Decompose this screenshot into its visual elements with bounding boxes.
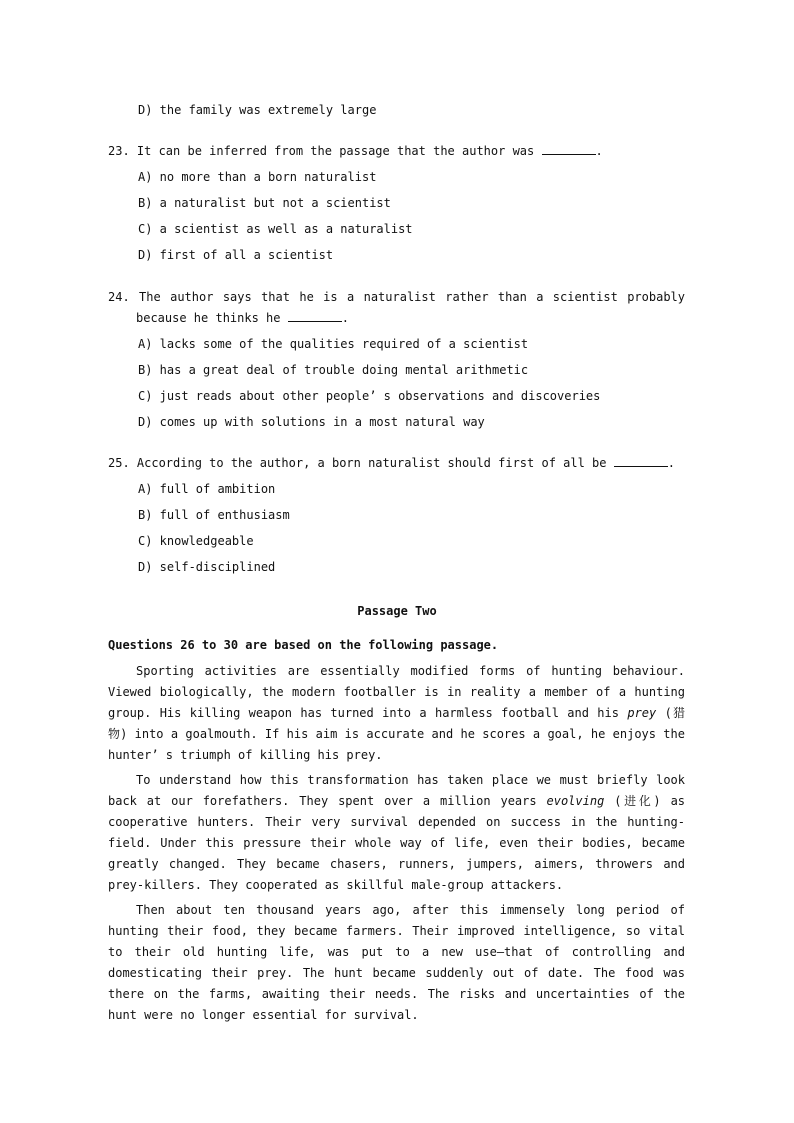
paragraph-1 bbox=[108, 661, 685, 766]
q24-option-c: C) just reads about other people’ s observations and discoveries bbox=[138, 389, 601, 403]
p2-gloss: (进化) bbox=[614, 794, 661, 808]
q22-option-d: D) the family was extremely large bbox=[138, 103, 377, 117]
q23-answer-blank bbox=[542, 144, 596, 155]
q25-option-b: B) full of enthusiasm bbox=[138, 508, 290, 522]
q23-stem: 23. It can be inferred from the passage that the author was . bbox=[108, 144, 603, 158]
q23-option-c: C) a scientist as well as a naturalist bbox=[138, 222, 413, 236]
paragraph-3 bbox=[108, 900, 685, 1026]
p1-term: prey bbox=[627, 706, 657, 720]
q23-stem-text: 23. It can be inferred from the passage that the author was bbox=[108, 144, 535, 158]
q25-stem: 25. According to the author, a born naturalist should first of all be . bbox=[108, 456, 675, 470]
p2-text-b: as cooperative hunters. Their very survival depended on success in the hunting-field. Under this pressure their whole way of life, even their bodies, became greatly changed. They became chasers, runners, jumpers, aimers, throwers and prey-killers. They cooperated as skillful male-group attackers. bbox=[108, 794, 686, 892]
q25-option-a: A) full of ambition bbox=[138, 482, 276, 496]
p2-text-a: To understand how this transformation has taken place we must briefly look back at our forefathers. They spent over a million years bbox=[108, 773, 685, 808]
p1-text-b: into a goalmouth. If his aim is accurate and he scores a goal, he enjoys the hunter’ s triumph of killing his prey. bbox=[108, 727, 685, 762]
q23-option-b: B) a naturalist but not a scientist bbox=[138, 196, 391, 210]
q25-stem-text: 25. According to the author, a born naturalist should first of all be bbox=[108, 456, 607, 470]
p2-term: evolving bbox=[546, 794, 605, 808]
q25-option-d: D) self-disciplined bbox=[138, 560, 276, 574]
q23-option-d: D) first of all a scientist bbox=[138, 248, 334, 262]
q24-stem-line2: because he thinks he . bbox=[136, 311, 349, 325]
p3-text: Then about ten thousand years ago, after this immensely long period of hunting their food, they became farmers. Their improved intelligence, so vital to their old hunting life, was put to a new use—that of controlling and domesticating their prey. The hunt became suddenly out of date. The food was there on the farms, awaiting their needs. The risks and uncertainties of the hunt were no longer essential for survival. bbox=[108, 903, 685, 1022]
q25-answer-blank bbox=[614, 456, 668, 467]
p1-text-a: Sporting activities are essentially modified forms of hunting behaviour. Viewed biologically, the modern footballer is in reality a member of a hunting group. His killing weapon has turned into a harmless football and his bbox=[108, 664, 685, 720]
passage-title: Passage Two bbox=[357, 604, 437, 618]
q24-stem-text: because he thinks he bbox=[136, 311, 281, 325]
q24-stem-line1: 24. The author says that he is a naturalist rather than a scientist probably bbox=[108, 290, 685, 304]
p1-gloss: (猎物) bbox=[108, 706, 686, 741]
q24-option-d: D) comes up with solutions in a most natural way bbox=[138, 415, 485, 429]
q24-option-b: B) has a great deal of trouble doing mental arithmetic bbox=[138, 363, 529, 377]
passage-instruction: Questions 26 to 30 are based on the following passage. bbox=[108, 638, 499, 652]
q23-option-a: A) no more than a born naturalist bbox=[138, 170, 377, 184]
q25-option-c: C) knowledgeable bbox=[138, 534, 254, 548]
q24-answer-blank bbox=[288, 311, 342, 322]
q24-option-a: A) lacks some of the qualities required of a scientist bbox=[138, 337, 529, 351]
paragraph-2 bbox=[108, 770, 685, 896]
